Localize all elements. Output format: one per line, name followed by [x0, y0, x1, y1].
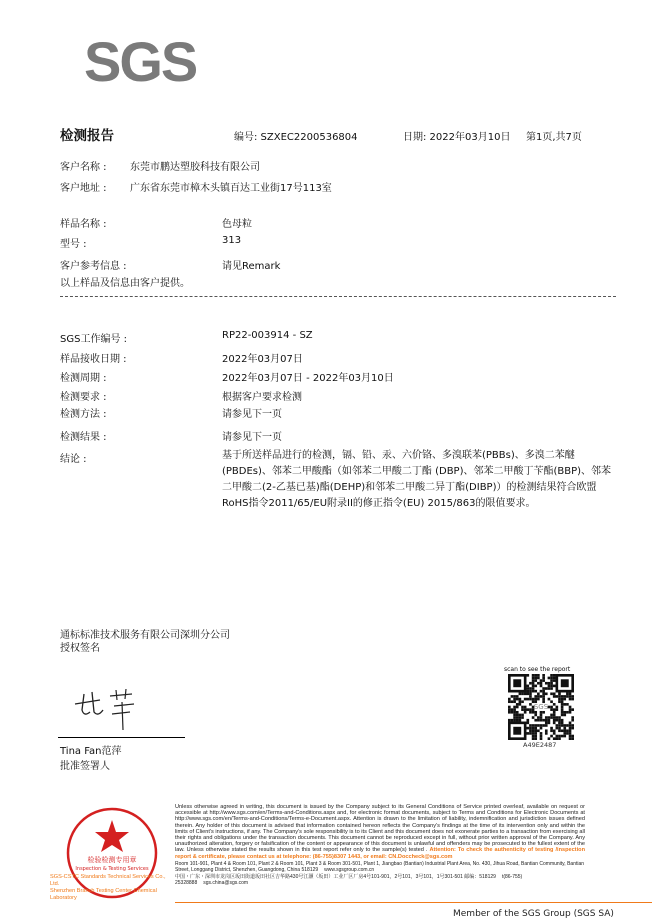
method-label: 检测方法 : — [60, 409, 107, 420]
received-label: 样品接收日期 : — [60, 354, 127, 365]
requirement-label: 检测要求 : — [60, 392, 107, 403]
stamp-lab-branch: Shenzhen Branch Testing Center Chemical Laboratory — [50, 888, 157, 901]
client-address-label: 客户地址 : — [60, 183, 107, 194]
website-link[interactable]: www.sgsgroup.com.cn — [324, 866, 375, 873]
conclusion: 基于所送样品进行的检测，镉、铅、汞、六价铬、多溴联苯(PBBs)、多溴二苯醚(PBDEs)、邻苯二甲酸酯（如邻苯二甲酸二丁酯 (DBP)、邻苯二甲酸丁苄酯(BBP)、邻苯二甲酸二(2-乙基已基)酯(DEHP)和邻苯二甲酸二异丁酯(DIBP)）的检测结果符合欧盟RoHS指令2011/65/EU附录II的修正指令(EU) 2015/863的限值要求。 — [222, 450, 612, 509]
client-address: 广东省东莞市樟木头镇百达工业街17号113室 — [130, 183, 332, 194]
result: 请参见下一页 — [222, 432, 282, 443]
qr-caption: scan to see the report — [504, 666, 571, 673]
footer-rule — [175, 902, 652, 903]
signer-role: 批准签署人 — [60, 761, 110, 772]
stamp-lab-text — [50, 874, 168, 902]
issuing-company: 通标标准技术服务有限公司深圳分公司 — [60, 630, 230, 641]
svg-text:Inspection & Testing Services: Inspection & Testing Services — [75, 866, 149, 872]
page-number: 第1页,共7页 — [526, 132, 582, 143]
requirement: 根据客户要求检测 — [222, 392, 302, 403]
signature-line — [58, 737, 185, 738]
period-label: 检测周期 : — [60, 373, 107, 384]
report-title: 检测报告 — [60, 128, 114, 144]
stamp-lab-name: SGS-CSTC Standards Technical Services Co., Ltd. — [50, 874, 166, 887]
sgs-member-text: Member of the SGS Group (SGS SA) — [453, 909, 614, 919]
qr-code-icon[interactable] — [505, 674, 577, 740]
conclusion-label: 结论 : — [60, 454, 87, 465]
test-period: 2022年03月07日 - 2022年03月10日 — [222, 373, 394, 384]
method: 请参见下一页 — [222, 409, 282, 420]
report-number: 编号: SZXEC2200536804 — [234, 132, 358, 143]
received-date: 2022年03月07日 — [222, 354, 303, 365]
handwritten-signature — [70, 682, 140, 732]
disclaimer-text: Unless otherwise agreed in writing, this document is issued by the Company subject to its General Conditions of Service printed overleaf, available on request or accessible at http://www.sgs.com/en/Terms-and-Conditions.aspx and, for electronic format documents, subject to Terms and Conditions for Electronic Documents at http://www.sgs.com/en/Terms-and-Conditions/Terms-e-Document.aspx. Attention is drawn to the limitation of liability, indemnification and jurisdiction issues defined therein. Any holder of this document is advised that information contained hereon reflects the Company's findings at the time of its intervention only and within the limits of Client's instructions, if any. The Company's sole responsibility is to its Client and this document does not exonerate parties to a transaction from exercising all their rights and obligations under the transaction documents. This document cannot be reproduced except in full, without prior written approval of the Company. Any unauthorized alteration, forgery or falsification of the content or appearance of this document is unlawful and offenders may be prosecuted to the fullest extent of the law. Unless otherwise stated the results shown in this test report refer only to the sample(s) tested . — [175, 804, 585, 854]
footer-disclaimer — [175, 804, 585, 886]
authorized-signature-label: 授权签名 — [60, 643, 100, 654]
phone: t(86-755) 25328888 — [175, 873, 523, 886]
result-label: 检测结果 : — [60, 432, 107, 443]
authenticity-notice: Attention: To check the authenticity of testing /inspection report & certificate, please contact us at telephone: (86-755)8307 1443, or email: CN.Doccheck@sgs.com — [175, 847, 585, 860]
sgs-logo: SGS — [84, 30, 197, 93]
divider — [60, 296, 616, 297]
job-no-label: SGS工作编号 : — [60, 334, 127, 345]
report-date: 日期: 2022年03月10日 — [403, 132, 511, 143]
model-label: 型号 : — [60, 239, 87, 250]
client-ref: 请见Remark — [222, 261, 281, 272]
job-no: RP22-003914 - SZ — [222, 330, 313, 341]
signer-name: Tina Fan范萍 — [60, 746, 122, 757]
address-cn: 中国・广东・深圳市龙岗区坂田街道坂田社区吉华路430号江灏（坂田）工业厂区厂房4号101-901，2号101，3号101，1号301-501 邮编：518129 — [175, 873, 496, 880]
client-ref-label: 客户参考信息 : — [60, 261, 127, 272]
client-name-label: 客户名称 : — [60, 162, 107, 173]
qr-code-id: A49E2487 — [523, 741, 557, 749]
svg-text:SGS: SGS — [533, 703, 549, 711]
email-link[interactable]: sgs.china@sgs.com — [203, 879, 249, 886]
model: 313 — [222, 235, 242, 246]
sample-note: 以上样品及信息由客户提供。 — [60, 278, 190, 289]
client-name: 东莞市鹏达塑胶科技有限公司 — [130, 162, 260, 173]
address-en: Room 101-901, Plant 4 & Room 101, Plant 2 & Room 101, Plant 3 & Room 301-501, Plant 1, Jiangbao (Bantian) Industrial Plant Area, No. 430, Jihua Road, Bantian Community, Bantian Street, Longgang District, Shenzhen, Guangdong, China 518129 — [175, 860, 585, 873]
sample-name: 色母粒 — [222, 219, 252, 230]
sample-name-label: 样品名称 : — [60, 219, 107, 230]
svg-text:检验检测专用章: 检验检测专用章 — [87, 856, 137, 864]
